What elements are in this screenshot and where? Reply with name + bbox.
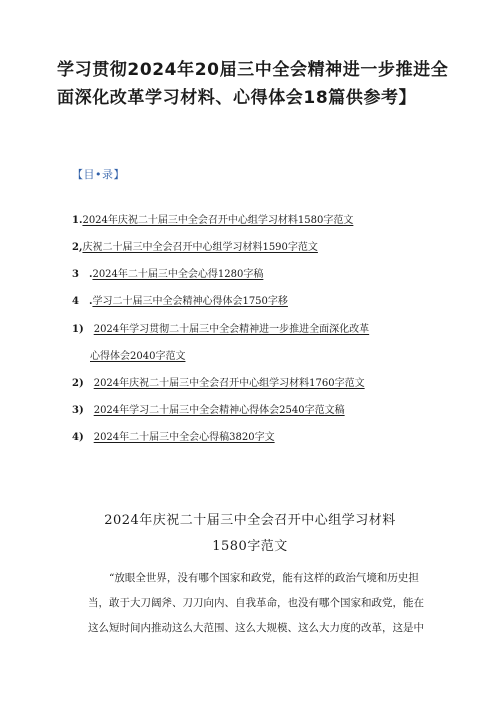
- section-subtitle: [0, 536, 500, 558]
- body-paragraph: [88, 566, 424, 641]
- toc-item-text: 2024年庆祝二十届三中全会召开中心组学习材料1580字范文: [82, 215, 354, 226]
- toc-item-number: 4): [72, 432, 94, 443]
- section-title-line-2: 1580字范文: [212, 539, 288, 554]
- toc-item-text: 庆祝二十届三中全会召开中心组学习材料1590字范文: [82, 242, 318, 253]
- toc-item-text: 2024年学习贯彻二十届三中全会精神进一步推进全面深化改革: [93, 324, 370, 335]
- toc-item-text: 心得体会2040字范文: [90, 351, 186, 362]
- toc-item-number: 3 .: [72, 269, 93, 280]
- section-title-line-1: 2024年庆祝二十届三中全会召开中心组学习材料: [104, 513, 396, 528]
- section-title: [0, 510, 500, 532]
- toc-item-number: 3): [72, 405, 94, 416]
- toc-item-number: 2): [72, 378, 94, 389]
- toc-item-text: 2024年二十届三中全会心得稿3820字文: [93, 432, 275, 443]
- toc-heading: 【目•录】: [72, 168, 125, 181]
- toc-item-text: 2024年二十届三中全会心得1280字稿: [92, 269, 264, 280]
- body-line: 当，敢于大刀阔斧、刀刀向内、自我革命，也没有哪个国家和政党，能在: [88, 597, 424, 609]
- toc-item-text: 学习二十届三中全会精神心得体会1750字移: [92, 296, 288, 307]
- toc-item-text: 2024年庆祝二十届三中全会召开中心组学习材料1760字范文: [93, 378, 365, 389]
- body-line: “放眼全世界，没有哪个国家和政党，能有这样的政治气境和历史担: [109, 572, 419, 584]
- toc-item-number: 1.: [72, 215, 83, 226]
- toc-item-number: 2,: [72, 242, 83, 253]
- toc-item[interactable]: [72, 404, 345, 417]
- document-title-line-2: 面深化改革学习材料、心得体会18篇供参考】: [57, 88, 417, 108]
- toc-item[interactable]: [72, 295, 288, 308]
- toc-item[interactable]: [72, 323, 369, 336]
- toc-item-continuation[interactable]: [90, 350, 185, 363]
- document-title-line-1: 学习贯彻2024年20届三中全会精神进一步推进全: [57, 60, 449, 80]
- document-title: [57, 56, 457, 112]
- body-line: 这么短时间内推动这么大范围、这么大规模、这么大力度的改革，这是中: [88, 622, 424, 634]
- toc-item-number: 4 .: [72, 296, 93, 307]
- toc-item-text: 2024年学习二十届三中全会精神心得体会2540字范文稿: [93, 405, 345, 416]
- toc-item[interactable]: [72, 268, 263, 281]
- toc-item[interactable]: [72, 241, 318, 254]
- toc-item[interactable]: [72, 377, 365, 390]
- toc-item[interactable]: [72, 431, 275, 444]
- toc-item-number: 1): [72, 324, 94, 335]
- toc-item[interactable]: [72, 214, 353, 227]
